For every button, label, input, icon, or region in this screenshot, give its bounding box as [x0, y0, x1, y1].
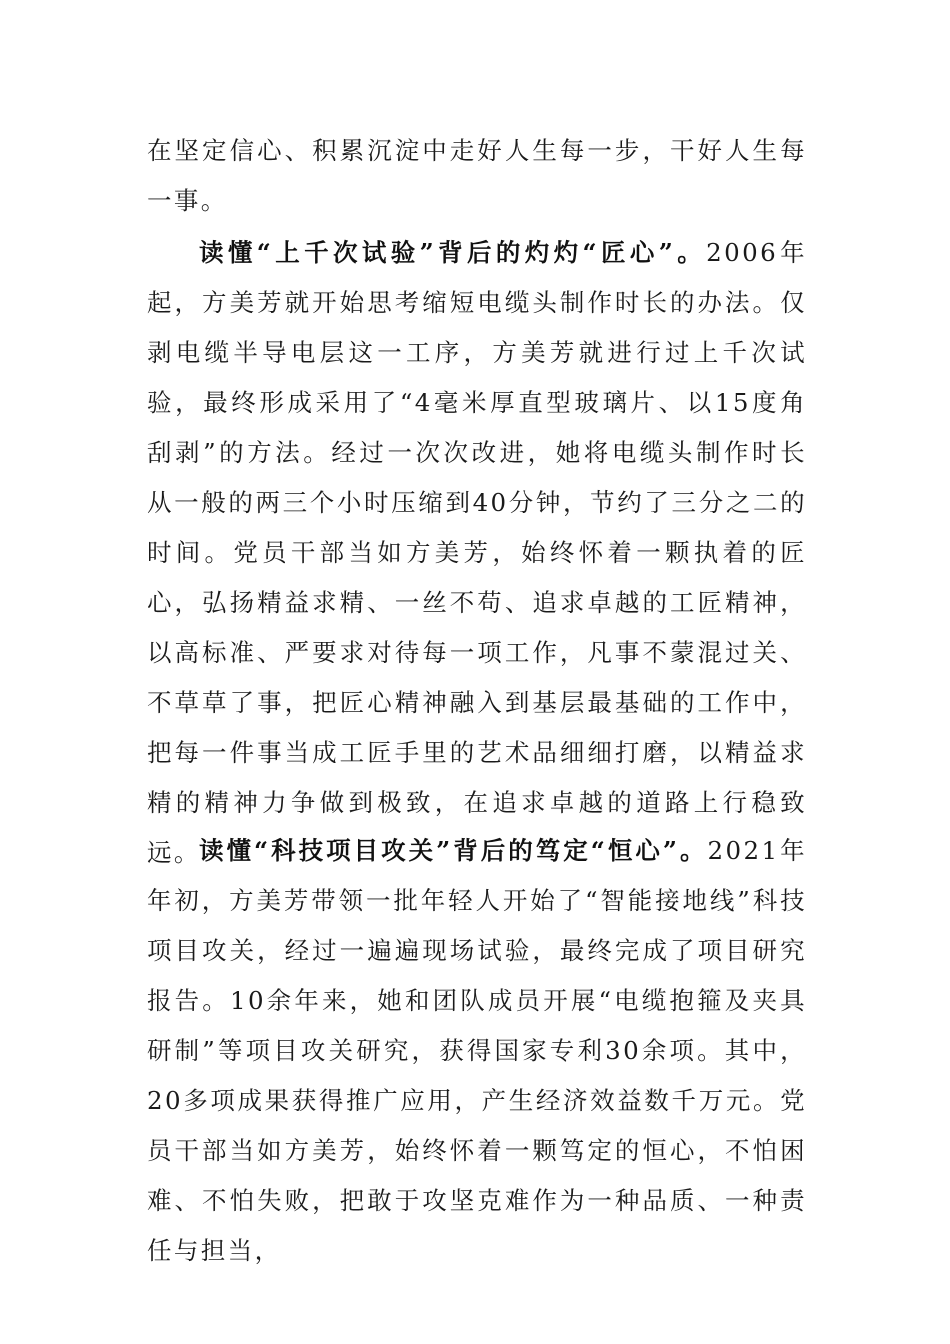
- paragraph-continuation: [147, 126, 807, 226]
- paragraph-body: 在坚定信心、积累沉淀中走好人生每一步，干好人生每一事。: [147, 136, 807, 215]
- paragraph-text: [147, 228, 807, 878]
- paragraph-heading: 读懂“上千次试验”背后的灼灼“匠心”。: [199, 238, 707, 267]
- paragraph-craftsmanship: [147, 228, 807, 878]
- paragraph-body: 2006年起，方美芳就开始思考缩短电缆头制作时长的办法。仅剥电缆半导电层这一工序，方美芳就进行过上千次试验，最终形成采用了“4毫米厚直型玻璃片、以15度角刮剥”的方法。经过一次次改进，她将电缆头制作时长从一般的两三个小时压缩到40分钟，节约了三分之二的时间。党员干部当如方美芳，始终怀着一颗执着的匠心，弘扬精益求精、一丝不苟、追求卓越的工匠精神，以高标准、严要求对待每一项工作，凡事不蒙混过关、不草草了事，把匠心精神融入到基层最基础的工作中，把每一件事当成工匠手里的艺术品细细打磨，以精益求精的精神力争做到极致，在追求卓越的道路上行稳致远。: [147, 238, 807, 867]
- paragraph-perseverance: [147, 826, 807, 1276]
- paragraph-text: [147, 826, 807, 1276]
- paragraph-heading: 读懂“科技项目攻关”背后的笃定“恒心”。: [199, 836, 708, 865]
- paragraph-body: 2021年年初，方美芳带领一批年轻人开始了“智能接地线”科技项目攻关，经过一遍遍现场试验，最终完成了项目研究报告。10余年来，她和团队成员开展“电缆抱箍及夹具研制”等项目攻关研究，获得国家专利30余项。其中，20多项成果获得推广应用，产生经济效益数千万元。党员干部当如方美芳，始终怀着一颗笃定的恒心，不怕困难、不怕失败，把敢于攻坚克难作为一种品质、一种责任与担当，: [147, 836, 807, 1265]
